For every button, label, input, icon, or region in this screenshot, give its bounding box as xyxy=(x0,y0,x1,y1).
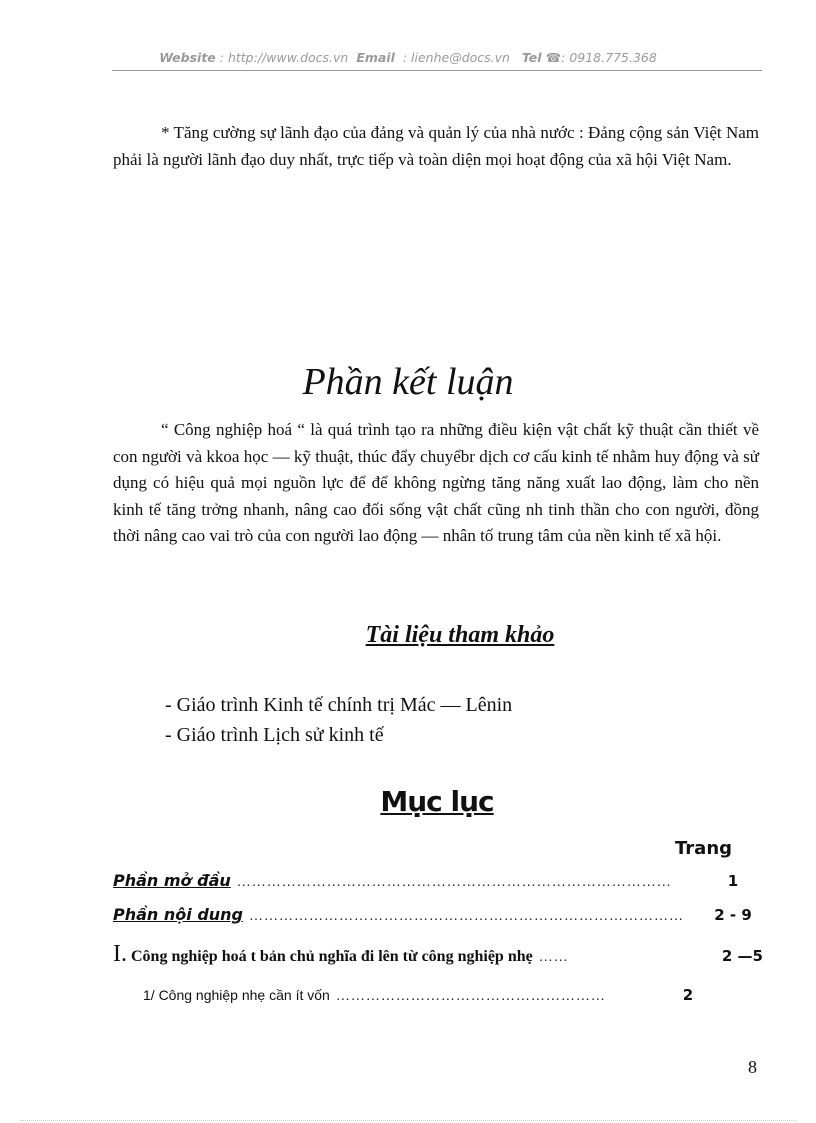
leadership-paragraph: * Tăng cường sự lãnh đạo của đảng và quản lý của nhà nước : Đảng cộng sản Việt Nam phải là người lãnh đạo duy nhất, trực tiếp và toàn diện mọi hoạt động của xã hội Việt Nam. xyxy=(113,123,759,169)
toc-entry-intro[interactable] xyxy=(113,871,763,897)
toc-entry-subsection-1[interactable] xyxy=(143,986,708,1012)
toc-entry-label: Phần mở đầu xyxy=(113,871,231,890)
toc-entry-section-1[interactable] xyxy=(113,941,763,967)
email-value: : lienhe@docs.vn xyxy=(402,50,510,65)
page-number: 8 xyxy=(748,1057,757,1077)
toc-entry-label: Công nghiệp hoá t bản chủ nghĩa đi lên từ công nghiệp nhẹ xyxy=(131,948,533,965)
toc-title: Mục lục xyxy=(380,785,494,818)
toc-entry-page: 1 xyxy=(727,872,739,890)
toc-entry-content[interactable] xyxy=(113,905,763,931)
references-title: Tài liệu tham khảo xyxy=(365,622,555,648)
toc-dot-leader: …… xyxy=(538,950,569,965)
website-value: : http://www.docs.vn xyxy=(219,50,349,65)
conclusion-paragraph: “ Công nghiệp hoá “ là quá trình tạo ra những điều kiện vật chất kỹ thuật cần thiết về con người và kkoa học — kỹ thuật, thúc đẩy chuyểbr dịch cơ cấu kinh tế nhằm huy động và sử dụng có hiệu quả mọi nguồn lực để để không ngừng tăng năng xuất lao động, làm cho nền kinh tế tăng trởng nhanh, nâng cao đối sống vật chất cũng nh tinh thần cho con người, đồng thời nâng cao vai trò của con người lao động — nhân tố trung tâm của nền kinh tế xã hội. xyxy=(113,420,759,545)
toc-entry-label: Phần nội dung xyxy=(113,905,243,924)
toc-entry-page: 2 —5 xyxy=(721,947,763,965)
toc-dot-leader: ……………………………………………… xyxy=(335,989,606,1004)
reference-item: - Giáo trình Kinh tế chính trị Mác — Lênin xyxy=(165,694,513,716)
phone-icon: ☎ xyxy=(545,50,562,65)
tel-value: : 0918.775.368 xyxy=(561,50,657,65)
toc-entry-page: 2 xyxy=(682,986,694,1004)
conclusion-title: Phần kết luận xyxy=(302,361,514,403)
toc-dot-leader: …………………………………………………………………………… xyxy=(249,909,684,924)
toc-entry-label: 1/ Công nghiệp nhẹ cần ít vốn xyxy=(143,987,330,1003)
reference-item: - Giáo trình Lịch sử kinh tế xyxy=(165,724,384,746)
header-divider xyxy=(112,70,762,71)
footer-divider xyxy=(20,1120,796,1121)
toc-page-header: Trang xyxy=(675,838,733,859)
toc-roman-numeral: I. xyxy=(113,941,127,967)
page-header xyxy=(0,50,816,65)
website-label: Website xyxy=(159,50,216,65)
tel-label: Tel xyxy=(521,50,542,65)
email-label: Email xyxy=(356,50,395,65)
toc-dot-leader: …………………………………………………………………………… xyxy=(236,875,672,890)
toc-entry-page: 2 - 9 xyxy=(714,906,752,924)
